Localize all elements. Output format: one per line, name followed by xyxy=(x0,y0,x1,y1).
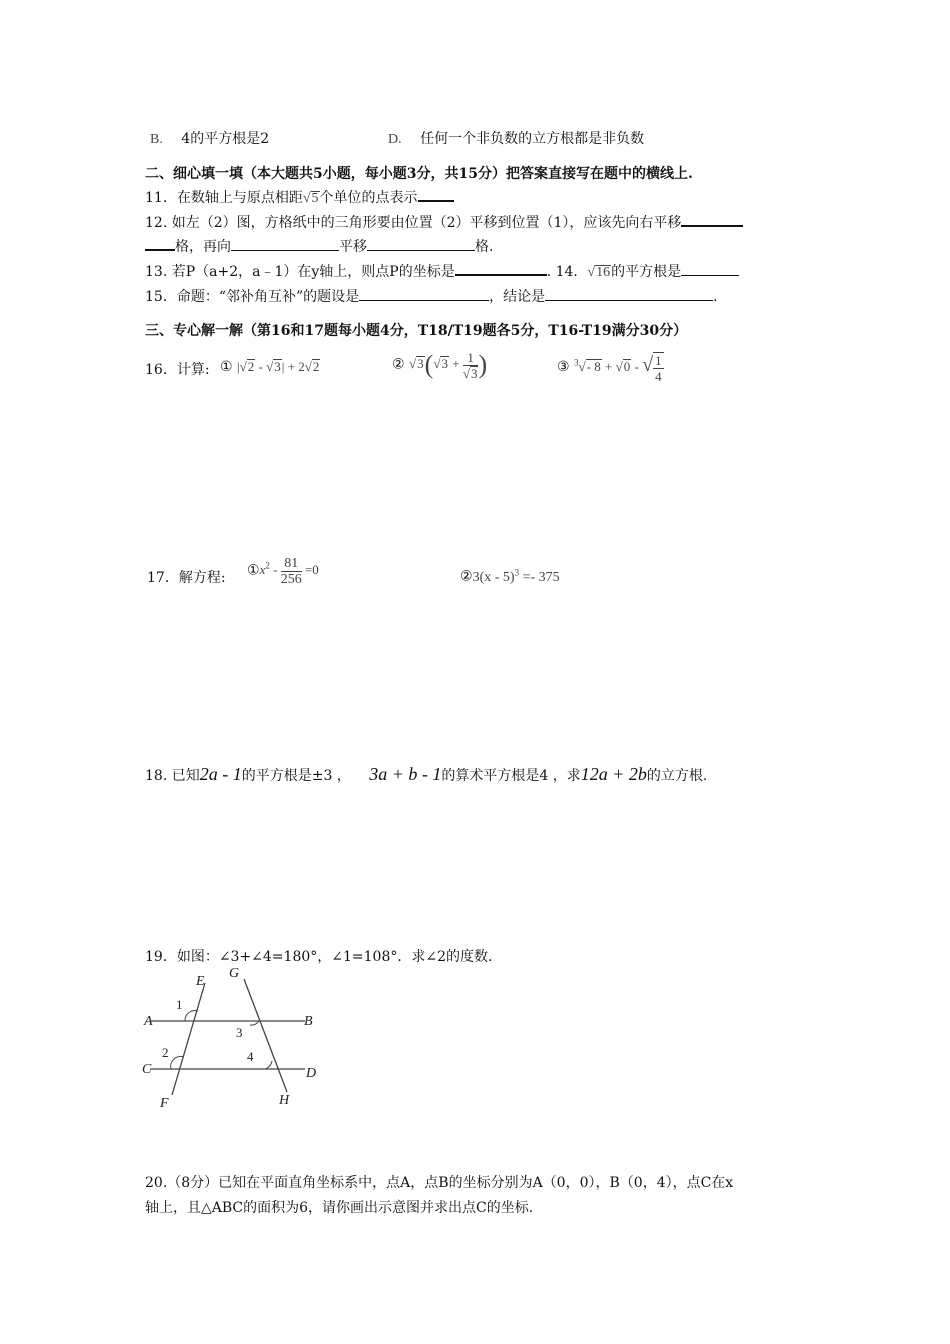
q17-circle-2: ② xyxy=(460,568,473,585)
q18-t1: 的平方根是±3 ， xyxy=(241,768,351,784)
q19-figure xyxy=(140,965,330,1110)
q16-e1-b: 3 xyxy=(274,359,281,374)
q15-pre: 15．命题：“邻补角互补”的题设是 xyxy=(145,289,360,305)
q15-blank-2 xyxy=(545,288,713,301)
question-12-line2 xyxy=(145,236,493,256)
label-e: E xyxy=(196,974,205,989)
section2-heading: 二、细心填一填（本大题共5小题，每小题3分，共15分）把答案直接写在题中的横线上. xyxy=(145,166,693,182)
option-b xyxy=(150,128,269,148)
label-g: G xyxy=(229,966,240,981)
q16-circle-3: ③ xyxy=(557,358,570,375)
q12-l2a: 格，再向 xyxy=(175,239,231,255)
q16-e3-plus: + xyxy=(605,358,613,374)
q17-e1-exp: 2 xyxy=(265,561,270,572)
q16-expr-2: ② √3(√3 + $\frac{1}{√3}$ ) xyxy=(392,350,488,381)
option-d-label: D. xyxy=(388,132,402,147)
angle-2-label: 2 xyxy=(162,1045,169,1060)
q16-e3-num: 1 xyxy=(655,353,662,368)
q17-e2-exp: 3 xyxy=(514,567,520,577)
q16-e2-den: 3 xyxy=(470,366,478,381)
q17-e1-eq: =0 xyxy=(304,562,319,578)
q17-circle-1: ① xyxy=(247,562,260,579)
question-20-line2: 轴上，且△ABC的面积为6，请你画出示意图并求出点C的坐标. xyxy=(145,1200,534,1216)
q17-label: 17．解方程: xyxy=(147,570,226,586)
q18-expr-1: 2a - 1 xyxy=(199,764,242,784)
q16-e2-plus: + xyxy=(452,356,460,372)
q17-e1-num: 81 xyxy=(281,556,302,572)
q14-blank xyxy=(681,263,739,276)
section3-heading: 三、专心解一解（第16和17题每小题4分，T18/T19题各5分，T16-T19满分30分） xyxy=(145,323,688,339)
label-b: B xyxy=(304,1014,313,1029)
q11-post: 个单位的点表示 xyxy=(319,190,418,206)
q18-expr-2: 3a + b - 1 xyxy=(369,764,442,784)
option-b-text: 4的平方根是2 xyxy=(181,131,270,147)
q18-pre: 18. 已知 xyxy=(145,768,200,784)
q13-blank xyxy=(455,262,547,276)
q17-e2-rhs: =- 375 xyxy=(522,569,560,585)
q11-pre: 11．在数轴上与原点相距 xyxy=(145,190,303,206)
label-d: D xyxy=(306,1066,317,1081)
q15-blank-1 xyxy=(359,288,489,301)
q12-l2b: 平移 xyxy=(339,239,367,255)
q17-e1-x: x xyxy=(259,562,266,578)
question-15 xyxy=(145,286,718,306)
label-h: H xyxy=(279,1093,290,1108)
angle-3-label: 3 xyxy=(236,1025,243,1040)
q16-circle-2: ② xyxy=(392,356,405,373)
q12-blank-3 xyxy=(367,238,475,251)
q13-pre: 13. 若P（a+2，a﹣1）在y轴上，则点P的坐标是 xyxy=(145,264,455,280)
q12-blank-2 xyxy=(231,238,339,251)
question-20-line1: 20.（8分）已知在平面直角坐标系中，点A，点B的坐标分别为A（0，0），B（0，4），点C在x xyxy=(145,1175,734,1191)
q16-e2-b: 3 xyxy=(441,356,448,372)
q17-e2: 3(x - 5) xyxy=(472,569,515,585)
q12-l2c: 格. xyxy=(475,239,494,255)
question-11: 11．在数轴上与原点相距√5个单位的点表示 xyxy=(145,187,454,207)
q16-e3-minus: - xyxy=(634,358,639,374)
q17-expr-2 xyxy=(460,567,560,586)
q17-e1-den: 256 xyxy=(280,572,302,587)
q16-e2-a: 3 xyxy=(417,356,424,372)
angle-4-arc xyxy=(265,1061,272,1069)
q18-expr-3: 12a + 2b xyxy=(580,764,647,784)
q16-e1-c: 2 xyxy=(312,359,320,374)
angle-1-label: 1 xyxy=(176,997,183,1012)
option-d-text: 任何一个非负数的立方根都是非负数 xyxy=(420,131,645,147)
option-d xyxy=(388,128,644,148)
q16-e3-a: - 8 xyxy=(586,358,601,374)
q16-e1-a: 2 xyxy=(247,359,255,374)
q11-blank xyxy=(418,188,454,202)
question-19-text: 19．如图：∠3+∠4=180°，∠1=108°．求∠2的度数． xyxy=(145,949,502,965)
q13-mid: . 14． xyxy=(546,264,588,280)
q17-e1-minus: - xyxy=(273,562,278,578)
q11-sqrt: 5 xyxy=(311,191,319,206)
line-gh xyxy=(244,979,287,1092)
q17-expr-1 xyxy=(247,556,319,587)
q12-blank-1 xyxy=(681,213,743,227)
q18-t2: 的算术平方根是4 ，求 xyxy=(441,768,581,784)
q16-e1-plus: + 2 xyxy=(287,359,305,374)
label-a: A xyxy=(144,1014,153,1029)
q16-circle-1: ① xyxy=(220,359,233,375)
q16-e3-index: 3 xyxy=(574,357,579,368)
label-f: F xyxy=(160,1096,169,1110)
q16-e2-num: 1 xyxy=(463,350,479,366)
q16-label: 16．计算: xyxy=(145,362,210,378)
q12-line1: 12. 如左（2）图，方格纸中的三角形要由位置（2）平移到位置（1），应该先向右平移 xyxy=(145,215,682,231)
q16-e1-minus: - xyxy=(258,359,263,374)
q18-t3: 的立方根. xyxy=(646,768,708,784)
q16-e3-den: 4 xyxy=(655,369,662,384)
q14-sqrt: 16 xyxy=(596,265,611,280)
q16-e3-b: 0 xyxy=(623,358,631,374)
q12-blank-1-cont xyxy=(145,237,175,251)
q15-mid: ，结论是 xyxy=(489,289,546,305)
question-18 xyxy=(145,764,707,785)
q14-post: 的平方根是 xyxy=(611,264,682,280)
label-c: C xyxy=(142,1062,152,1077)
q16-expr-3: ③ $^3$√- 8 + √0 - √ $\frac{1}{4}$ xyxy=(557,353,662,384)
question-12-line1 xyxy=(145,212,743,232)
q15-end: . xyxy=(713,289,718,305)
question-13-14: 13. 若P（a+2，a﹣1）在y轴上，则点P的坐标是 . 14．√16的平方根是 xyxy=(145,261,739,281)
angle-4-label: 4 xyxy=(247,1049,254,1064)
option-b-label: B. xyxy=(150,132,163,147)
q16-expr-1: ① |√2 - √3| + 2√2 xyxy=(220,359,320,375)
